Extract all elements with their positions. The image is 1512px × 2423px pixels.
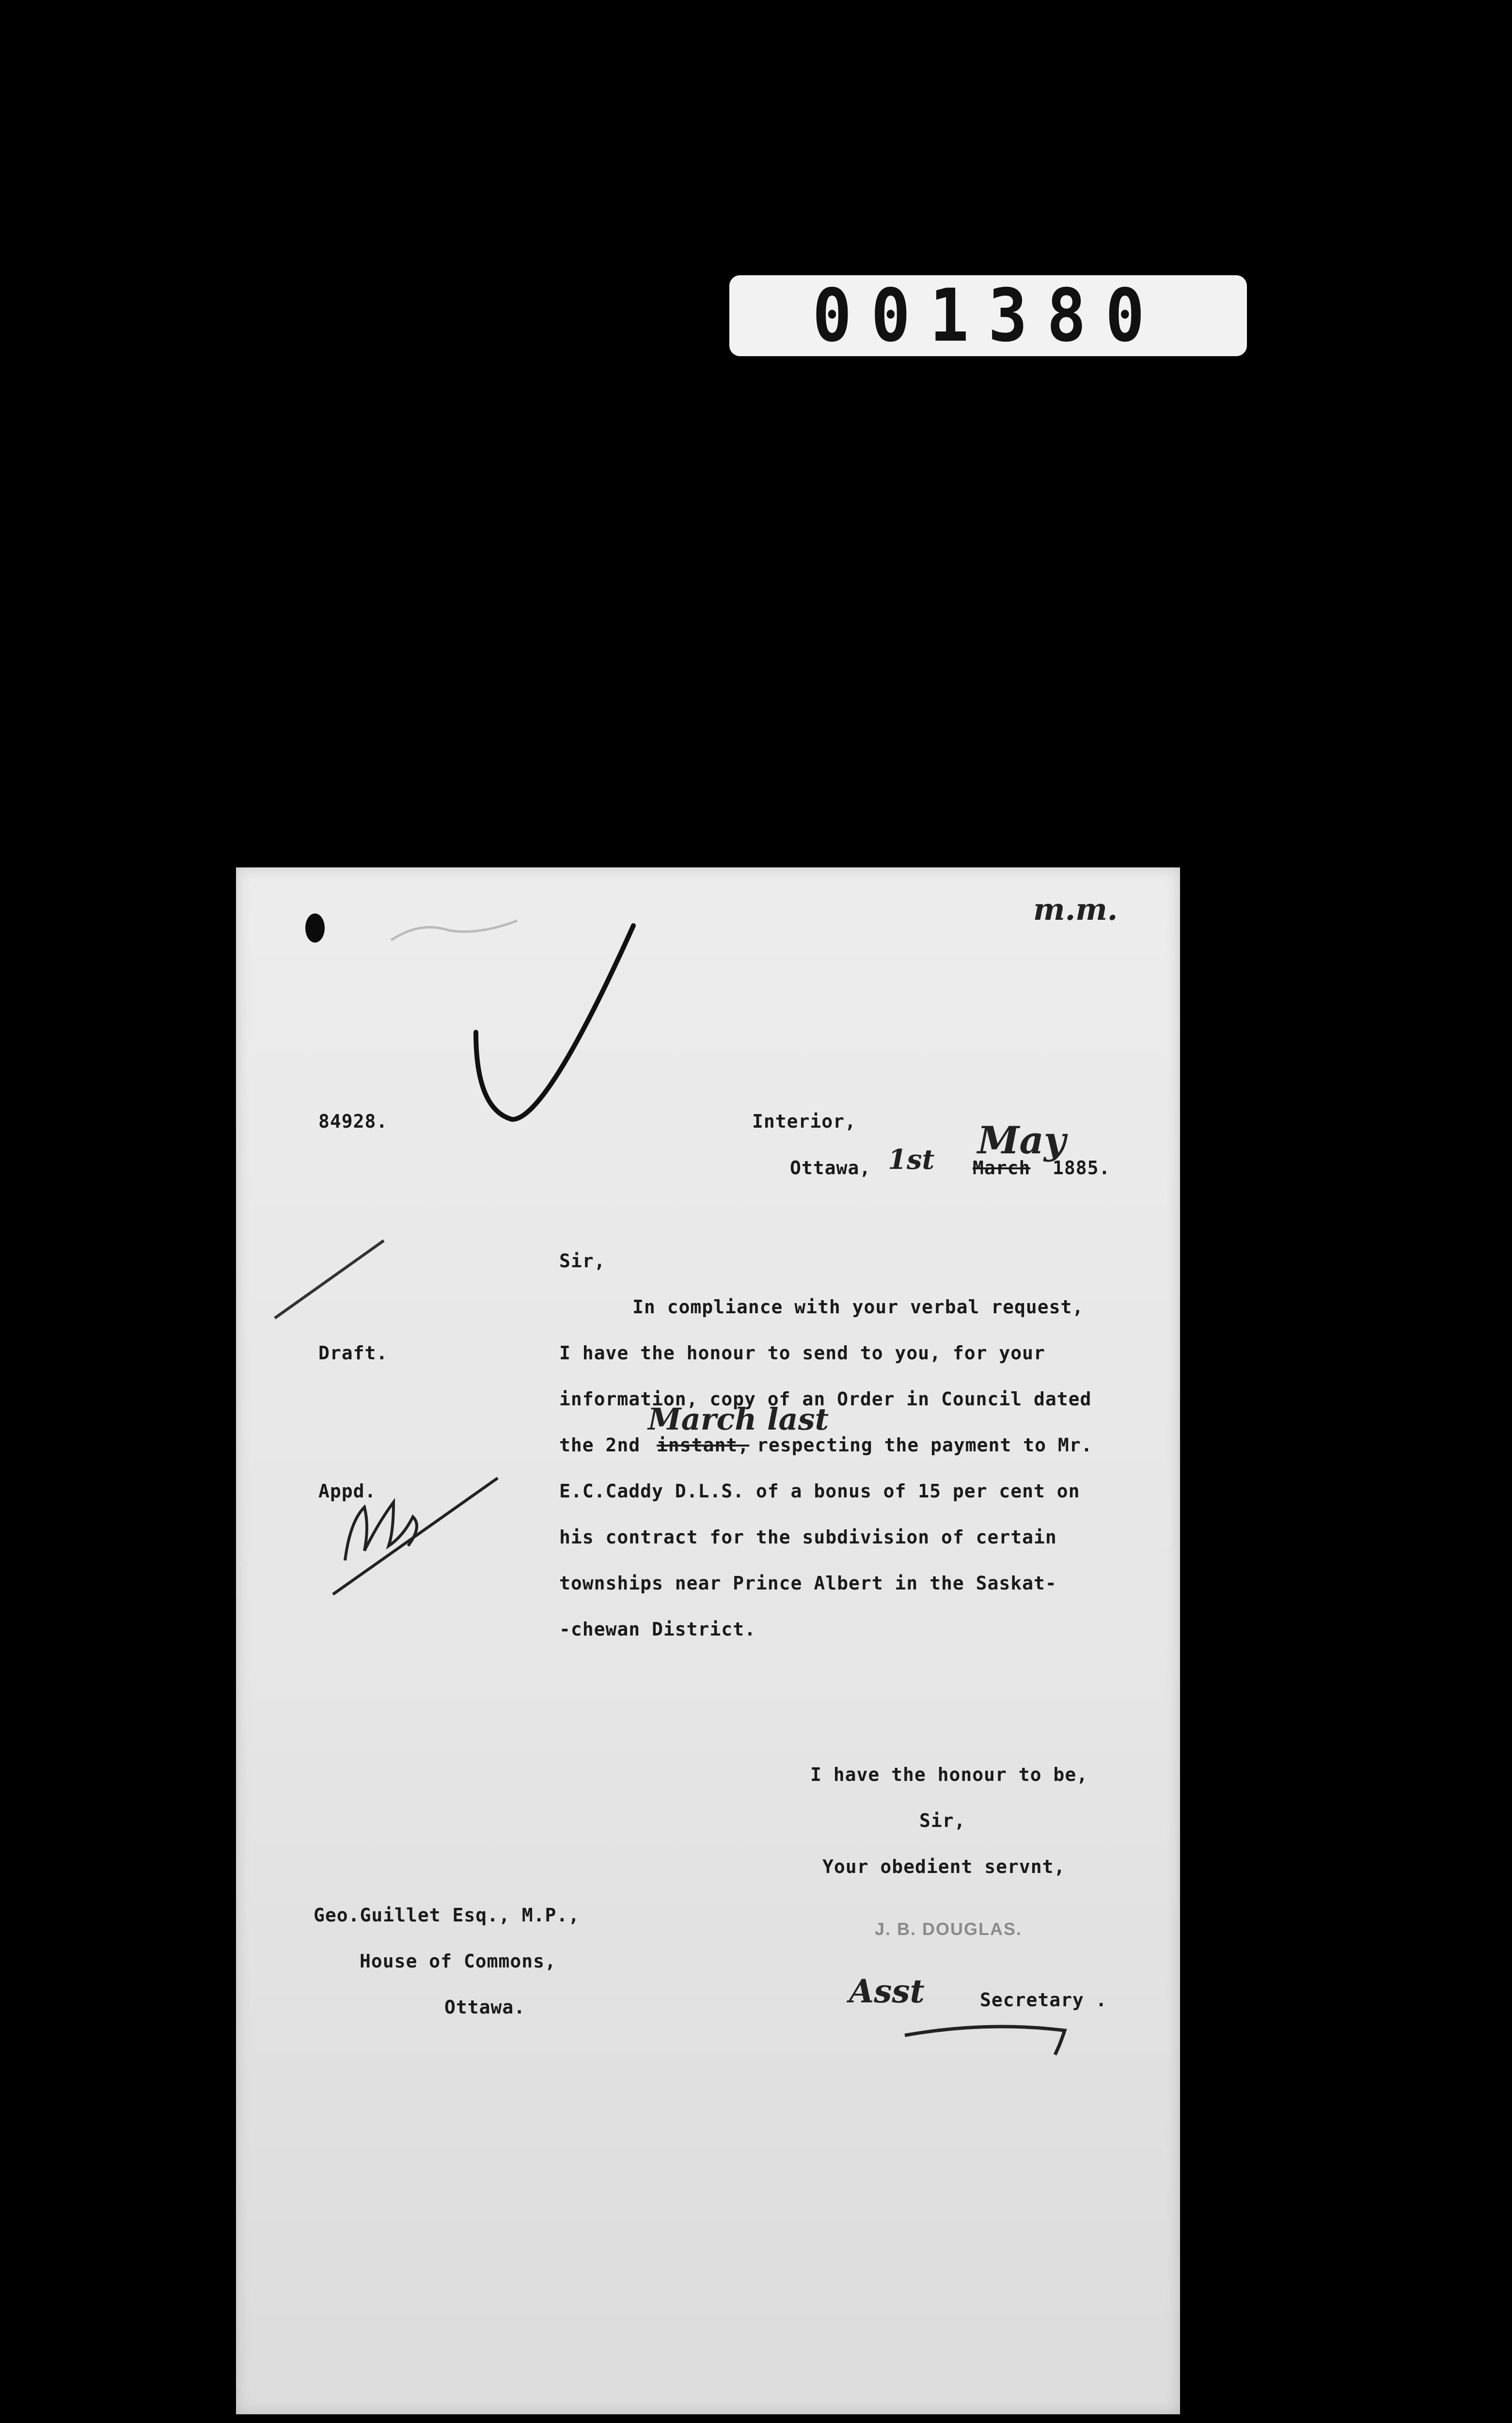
header-day: 1st (888, 1144, 935, 1176)
margin-draft: Draft. (318, 1342, 388, 1364)
addressee-line-1: Geo.Guillet Esq., M.P., (314, 1904, 580, 1926)
header-city: Ottawa, (790, 1157, 871, 1179)
file-number: 84928. (318, 1111, 388, 1132)
body-line-7: townships near Prince Albert in the Saskat- (559, 1573, 1057, 1594)
header-month-inserted: May (977, 1118, 1066, 1163)
body-line-2: I have the honour to send to you, for your (559, 1342, 1045, 1364)
header-year: 1885. (1053, 1157, 1111, 1179)
closing-line-1: I have the honour to be, (810, 1764, 1088, 1785)
body-line-1: In compliance with your verbal request, (632, 1296, 1084, 1318)
closing-line-2: Sir, (919, 1810, 966, 1831)
frame-counter (729, 275, 1247, 356)
header-month-struck: March (973, 1157, 1031, 1179)
body-line-5: E.C.Caddy D.L.S. of a bonus of 15 per cent on (559, 1480, 1080, 1502)
appd-line (333, 1478, 498, 1594)
addressee-line-3: Ottawa. (444, 1997, 526, 2018)
body-line-4-prefix: the 2nd (559, 1434, 641, 1456)
closing-line-3: Your obedient servnt, (822, 1856, 1066, 1877)
body-line-4-rest: respecting the payment to Mr. (757, 1434, 1093, 1456)
body-line-6: his contract for the subdivision of certain (559, 1526, 1057, 1548)
salutation: Sir, (559, 1250, 606, 1272)
frame-counter-number: 001380 (812, 273, 1164, 358)
punch-hole (305, 913, 325, 943)
body-line-3: information, copy of an Order in Council dated (559, 1388, 1092, 1410)
appd-initials (345, 1502, 417, 1560)
check-mark (476, 926, 633, 1119)
margin-stroke (275, 1241, 384, 1318)
corner-note: m.m. (1033, 892, 1118, 927)
header-interior: Interior, (752, 1111, 856, 1132)
signature-title: Secretary . (980, 1989, 1107, 2011)
body-line-8: -chewan District. (559, 1619, 756, 1640)
body-line-4-struck: instant, (657, 1434, 750, 1456)
pencil-note (391, 921, 517, 940)
signature-flourish (905, 2027, 1065, 2055)
letter-page (236, 867, 1180, 2414)
margin-appd: Appd. (318, 1480, 377, 1502)
addressee-line-2: House of Commons, (360, 1951, 556, 1972)
signature-stamp: J. B. DOUGLAS. (875, 1919, 1023, 1939)
signature-prefix: Asst (849, 1972, 925, 2010)
handwritten-marks (236, 867, 1180, 2414)
body-line-4-inserted: March last (648, 1401, 829, 1437)
